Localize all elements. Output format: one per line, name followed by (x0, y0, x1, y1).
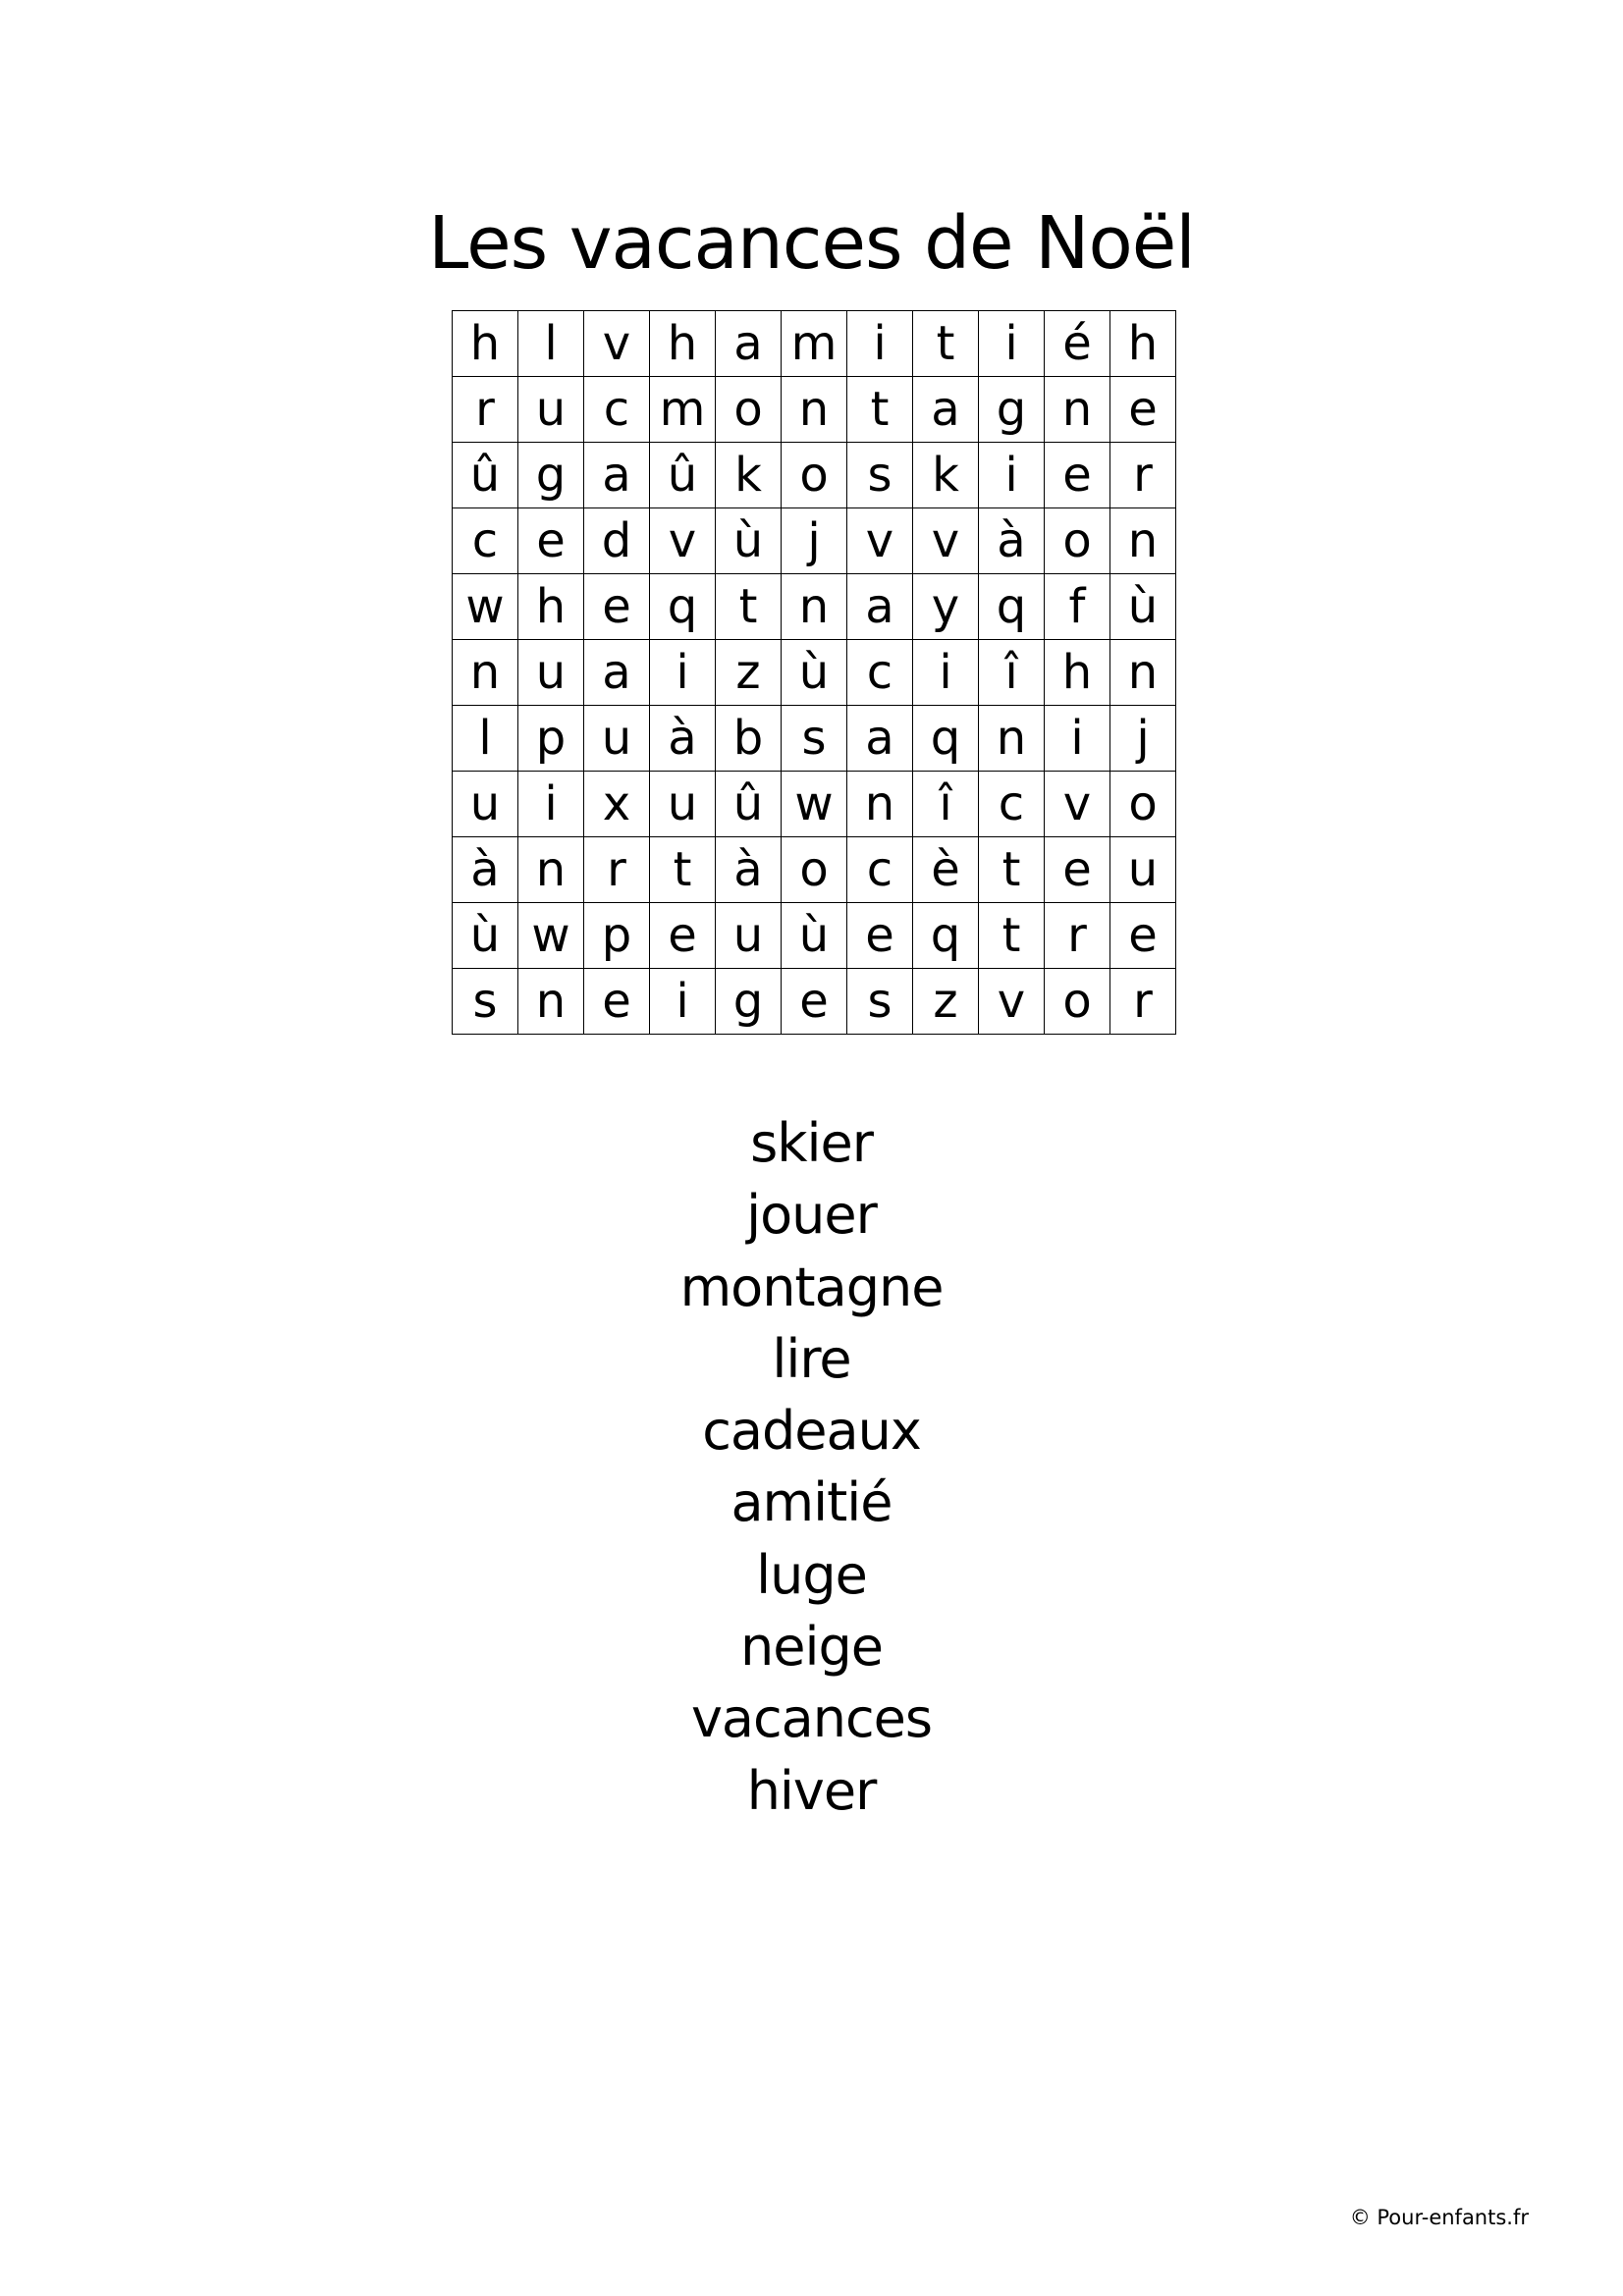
grid-cell: i (913, 640, 979, 706)
grid-cell: a (913, 377, 979, 443)
grid-cell: n (518, 837, 584, 903)
grid-cell: h (453, 311, 518, 377)
grid-cell: w (453, 574, 518, 640)
grid-cell: h (1110, 311, 1176, 377)
grid-cell: h (650, 311, 716, 377)
grid-cell: c (847, 640, 913, 706)
grid-row (453, 443, 1176, 508)
grid-cell: e (782, 969, 847, 1035)
grid-cell: è (913, 837, 979, 903)
grid-cell: r (1110, 443, 1176, 508)
grid-cell: m (782, 311, 847, 377)
grid-cell: n (1110, 640, 1176, 706)
grid-cell: c (453, 508, 518, 574)
grid-cell: ù (782, 903, 847, 969)
grid-cell: à (453, 837, 518, 903)
grid-cell: e (847, 903, 913, 969)
grid-cell: t (650, 837, 716, 903)
grid-cell: t (716, 574, 782, 640)
word-list-item: montagne (679, 1255, 944, 1318)
grid-cell: u (716, 903, 782, 969)
grid-cell: û (716, 772, 782, 837)
grid-cell: i (518, 772, 584, 837)
grid-cell: n (847, 772, 913, 837)
grid-cell: ù (453, 903, 518, 969)
grid-cell: ù (716, 508, 782, 574)
word-list-item: lire (772, 1327, 851, 1390)
grid-cell: v (1045, 772, 1110, 837)
grid-cell: c (584, 377, 650, 443)
grid-cell: i (650, 969, 716, 1035)
grid-cell: v (913, 508, 979, 574)
grid-cell: a (847, 706, 913, 772)
grid-cell: u (453, 772, 518, 837)
grid-cell: i (1045, 706, 1110, 772)
grid-cell: r (453, 377, 518, 443)
word-list-item: cadeaux (702, 1400, 921, 1463)
grid-cell: i (979, 311, 1045, 377)
grid-cell: u (518, 377, 584, 443)
grid-cell: a (716, 311, 782, 377)
grid-row (453, 969, 1176, 1035)
grid-cell: k (716, 443, 782, 508)
grid-cell: c (979, 772, 1045, 837)
grid-cell: t (979, 837, 1045, 903)
grid-cell: u (650, 772, 716, 837)
grid-cell: é (1045, 311, 1110, 377)
grid-cell: g (716, 969, 782, 1035)
grid-cell: n (1110, 508, 1176, 574)
grid-cell: h (1045, 640, 1110, 706)
grid-cell: a (847, 574, 913, 640)
grid-cell: q (913, 903, 979, 969)
grid-cell: û (650, 443, 716, 508)
grid-cell: s (847, 969, 913, 1035)
grid-cell: n (453, 640, 518, 706)
grid-cell: q (979, 574, 1045, 640)
grid-cell: v (650, 508, 716, 574)
word-list-item: luge (756, 1543, 867, 1606)
grid-cell: n (782, 574, 847, 640)
grid-row (453, 311, 1176, 377)
word-list-item: hiver (746, 1759, 877, 1822)
grid-cell: g (979, 377, 1045, 443)
grid-cell: o (1110, 772, 1176, 837)
grid-cell: l (453, 706, 518, 772)
grid-cell: o (716, 377, 782, 443)
grid-cell: h (518, 574, 584, 640)
grid-row (453, 903, 1176, 969)
grid-cell: u (584, 706, 650, 772)
grid-row (453, 574, 1176, 640)
grid-cell: m (650, 377, 716, 443)
grid-cell: ù (782, 640, 847, 706)
grid-cell: v (847, 508, 913, 574)
grid-cell: à (716, 837, 782, 903)
grid-cell: t (913, 311, 979, 377)
grid-cell: c (847, 837, 913, 903)
grid-cell: j (782, 508, 847, 574)
grid-cell: e (1045, 443, 1110, 508)
grid-cell: î (913, 772, 979, 837)
grid-cell: p (518, 706, 584, 772)
grid-cell: e (1045, 837, 1110, 903)
page-title: Les vacances de Noël (428, 201, 1195, 286)
grid-cell: à (979, 508, 1045, 574)
grid-cell: g (518, 443, 584, 508)
grid-cell: u (518, 640, 584, 706)
grid-cell: e (650, 903, 716, 969)
grid-cell: o (782, 837, 847, 903)
grid-row (453, 772, 1176, 837)
word-list (0, 1107, 1623, 1827)
grid-cell: l (518, 311, 584, 377)
word-list-item: skier (750, 1112, 873, 1174)
grid-cell: a (584, 640, 650, 706)
grid-cell: v (584, 311, 650, 377)
copyright-notice: © Pour-enfants.fr (1349, 2206, 1529, 2229)
grid-cell: k (913, 443, 979, 508)
word-list-item: vacances (690, 1687, 933, 1750)
grid-cell: n (1045, 377, 1110, 443)
grid-cell: à (650, 706, 716, 772)
grid-cell: e (584, 969, 650, 1035)
grid-cell: ù (1110, 574, 1176, 640)
grid-cell: o (1045, 969, 1110, 1035)
grid-cell: s (453, 969, 518, 1035)
word-search-grid (452, 310, 1176, 1035)
grid-cell: u (1110, 837, 1176, 903)
grid-cell: e (1110, 903, 1176, 969)
word-list-item: jouer (746, 1184, 877, 1247)
grid-cell: r (1045, 903, 1110, 969)
grid-cell: b (716, 706, 782, 772)
grid-row (453, 837, 1176, 903)
grid-cell: w (518, 903, 584, 969)
word-list-item: neige (740, 1616, 883, 1679)
grid-cell: i (847, 311, 913, 377)
grid-cell: e (518, 508, 584, 574)
grid-cell: w (782, 772, 847, 837)
grid-cell: n (782, 377, 847, 443)
grid-cell: y (913, 574, 979, 640)
grid-cell: j (1110, 706, 1176, 772)
grid-cell: t (847, 377, 913, 443)
grid-row (453, 508, 1176, 574)
word-list-item: amitié (730, 1471, 893, 1534)
grid-cell: d (584, 508, 650, 574)
grid-cell: x (584, 772, 650, 837)
grid-cell: î (979, 640, 1045, 706)
grid-cell: e (584, 574, 650, 640)
grid-row (453, 706, 1176, 772)
grid-cell: û (453, 443, 518, 508)
grid-cell: z (913, 969, 979, 1035)
grid-cell: s (782, 706, 847, 772)
grid-cell: f (1045, 574, 1110, 640)
grid-row (453, 640, 1176, 706)
grid-cell: p (584, 903, 650, 969)
grid-cell: z (716, 640, 782, 706)
grid-cell: n (518, 969, 584, 1035)
grid-cell: r (1110, 969, 1176, 1035)
grid-cell: t (979, 903, 1045, 969)
grid-cell: s (847, 443, 913, 508)
grid-cell: a (584, 443, 650, 508)
grid-cell: i (979, 443, 1045, 508)
grid-cell: i (650, 640, 716, 706)
grid-cell: q (913, 706, 979, 772)
grid-cell: o (1045, 508, 1110, 574)
grid-cell: n (979, 706, 1045, 772)
grid-row (453, 377, 1176, 443)
grid-cell: o (782, 443, 847, 508)
grid-cell: e (1110, 377, 1176, 443)
grid-cell: r (584, 837, 650, 903)
grid-cell: v (979, 969, 1045, 1035)
grid-cell: q (650, 574, 716, 640)
